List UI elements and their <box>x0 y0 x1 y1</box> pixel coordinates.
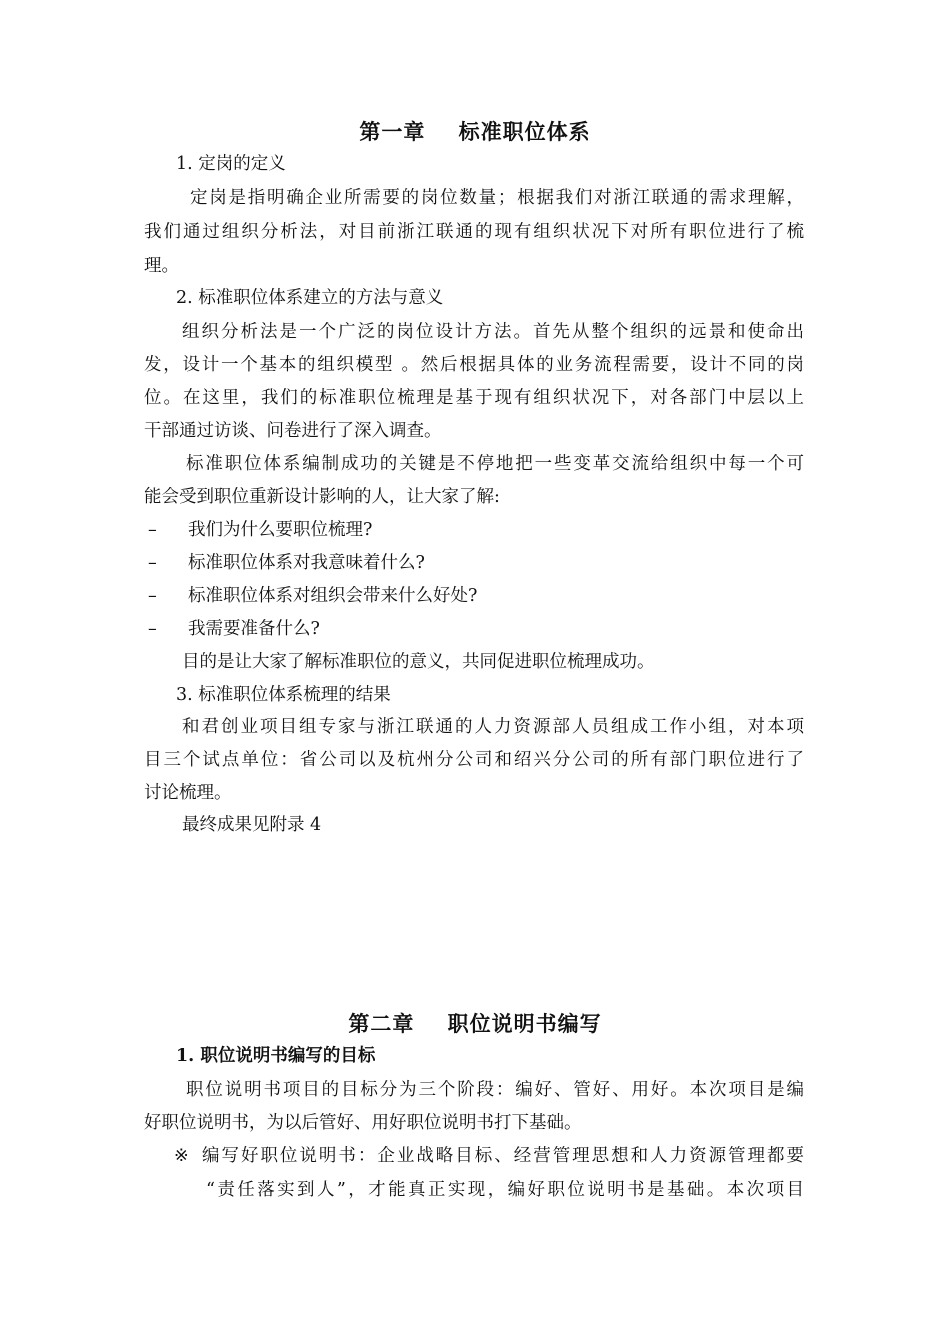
paragraph-line: 标准职位体系编制成功的关键是不停地把一些变革交流给组织中每一个可 <box>186 454 804 474</box>
paragraph-line: 好职位说明书，为以后管好、用好职位说明书打下基础。 <box>144 1113 582 1133</box>
bullet-marker: – <box>148 520 157 540</box>
bullet-marker: – <box>148 619 157 639</box>
section-3-heading: 3. 标准职位体系梳理的结果 <box>176 685 391 705</box>
section-2-heading: 2. 标准职位体系建立的方法与意义 <box>176 288 444 308</box>
paragraph-line: 职位说明书项目的目标分为三个阶段：编好、管好、用好。本次项目是编 <box>186 1080 804 1100</box>
paragraph-line: 定岗是指明确企业所需要的岗位数量；根据我们对浙江联通的需求理解， <box>190 188 804 208</box>
paragraph-line: 发，设计一个基本的组织模型 。然后根据具体的业务流程需要，设计不同的岗 <box>144 355 804 375</box>
reference-mark-icon: ※ <box>174 1146 189 1166</box>
bullet-item: 我们为什么要职位梳理? <box>188 520 373 540</box>
paragraph-line: 目的是让大家了解标准职位的意义，共同促进职位梳理成功。 <box>182 652 655 672</box>
paragraph-line: 最终成果见附录 4 <box>182 815 322 835</box>
paragraph-line: 干部通过访谈、问卷进行了深入调查。 <box>144 421 442 441</box>
bullet-item: 我需要准备什么? <box>188 619 320 639</box>
paragraph-line: 组织分析法是一个广泛的岗位设计方法。首先从整个组织的远景和使命出 <box>182 322 804 342</box>
paragraph-line: 理。 <box>144 256 179 276</box>
bullet-marker: – <box>148 553 157 573</box>
bullet-marker: – <box>148 586 157 606</box>
chapter-2-title: 第二章 职位说明书编写 <box>348 1011 602 1036</box>
paragraph-line: 讨论梳理。 <box>144 783 232 803</box>
paragraph-line: 和君创业项目组专家与浙江联通的人力资源部人员组成工作小组，对本项 <box>182 717 804 737</box>
section-heading: 1. 职位说明书编写的目标 <box>176 1046 376 1066</box>
bullet-item: 标准职位体系对我意味着什么? <box>188 553 425 573</box>
paragraph-line: 目三个试点单位：省公司以及杭州分公司和绍兴分公司的所有部门职位进行了 <box>144 750 804 770</box>
section-1-heading: 1. 定岗的定义 <box>176 154 286 174</box>
note-line: “责任落实到人”，才能真正实现，编好职位说明书是基础。本次项目 <box>206 1180 804 1200</box>
bullet-item: 标准职位体系对组织会带来什么好处? <box>188 586 478 606</box>
paragraph-line: 我们通过组织分析法，对目前浙江联通的现有组织状况下对所有职位进行了梳 <box>144 222 804 242</box>
paragraph-line: 能会受到职位重新设计影响的人，让大家了解: <box>144 487 500 507</box>
note-line: 编写好职位说明书：企业战略目标、经营管理思想和人力资源管理都要 <box>202 1146 804 1166</box>
paragraph-line: 位。在这里，我们的标准职位梳理是基于现有组织状况下，对各部门中层以上 <box>144 388 804 408</box>
chapter-1-title: 第一章 标准职位体系 <box>359 119 591 144</box>
